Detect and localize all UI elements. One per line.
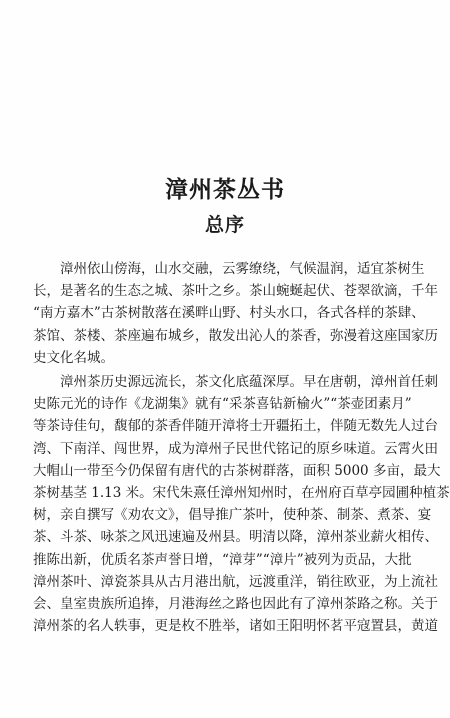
text-line: 会、皇室贵族所追捧，月港海丝之路也因此有了漳州茶路之称。关于	[33, 596, 438, 613]
text-line: 漳州依山傍海，山水交融，云雾缭绕，气候温润，适宜茶树生	[60, 261, 425, 277]
text-line: 大帽山一带至今仍保留有唐代的古茶树群落，面积 5000 多亩，最大	[33, 462, 441, 479]
text-line: 茶、斗茶、咏茶之风迅速遍及州县。明清以降，漳州茶业薪火相传、	[33, 529, 438, 546]
text-line: 推陈出新，优质名茶声誉日增，“漳芽”“漳片”被列为贡品，大批	[33, 551, 412, 568]
section-title: 总序	[204, 214, 245, 236]
text-line: 长，是著名的生态之城、茶叶之乡。茶山蜿蜒起伏、苍翠欲滴，千年	[33, 283, 438, 300]
text-line: 茶馆、茶楼、茶座遍布城乡，散发出沁人的茶香，弥漫着这座国家历	[33, 327, 438, 344]
paragraph-2	[33, 371, 450, 637]
text-line: 漳州茶历史源远流长，茶文化底蕴深厚。早在唐朝，漳州首任刺	[60, 374, 438, 391]
text-line: “南方嘉木”古茶树散落在溪畔山野、村头水口，各式各样的茶肆、	[33, 305, 425, 322]
paragraph-1	[33, 258, 438, 369]
text-line: 漳州茶叶、漳瓷茶具从古月港出航，远渡重洋，销往欧亚，为上流社	[33, 573, 438, 590]
body-text	[33, 258, 450, 639]
text-line: 漳州茶的名人轶事，更是枚不胜举，诸如王阳明怀茗平寇置县，黄道	[33, 618, 438, 635]
book-title: 漳州茶丛书	[165, 176, 285, 203]
text-line: 史陈元光的诗作《龙湖集》就有“采茶喜钻新榆火”“茶壶团素月”	[33, 396, 412, 413]
text-line: 茶树基茎 1.13 米。宋代朱熹任漳州知州时，在州府百草亭园圃种植茶	[33, 485, 450, 502]
text-line: 等茶诗佳句，馥郁的茶香伴随开漳将士开疆拓土，伴随无数先人过台	[33, 418, 438, 435]
text-line: 史文化名城。	[33, 349, 114, 366]
text-line: 树，亲自撰写《劝农文》，倡导推广茶叶，使种茶、制茶、煮茶、宴	[33, 507, 432, 524]
text-line: 湾、下南洋、闯世界，成为漳州子民世代铭记的原乡味道。云霄火田	[33, 440, 438, 457]
